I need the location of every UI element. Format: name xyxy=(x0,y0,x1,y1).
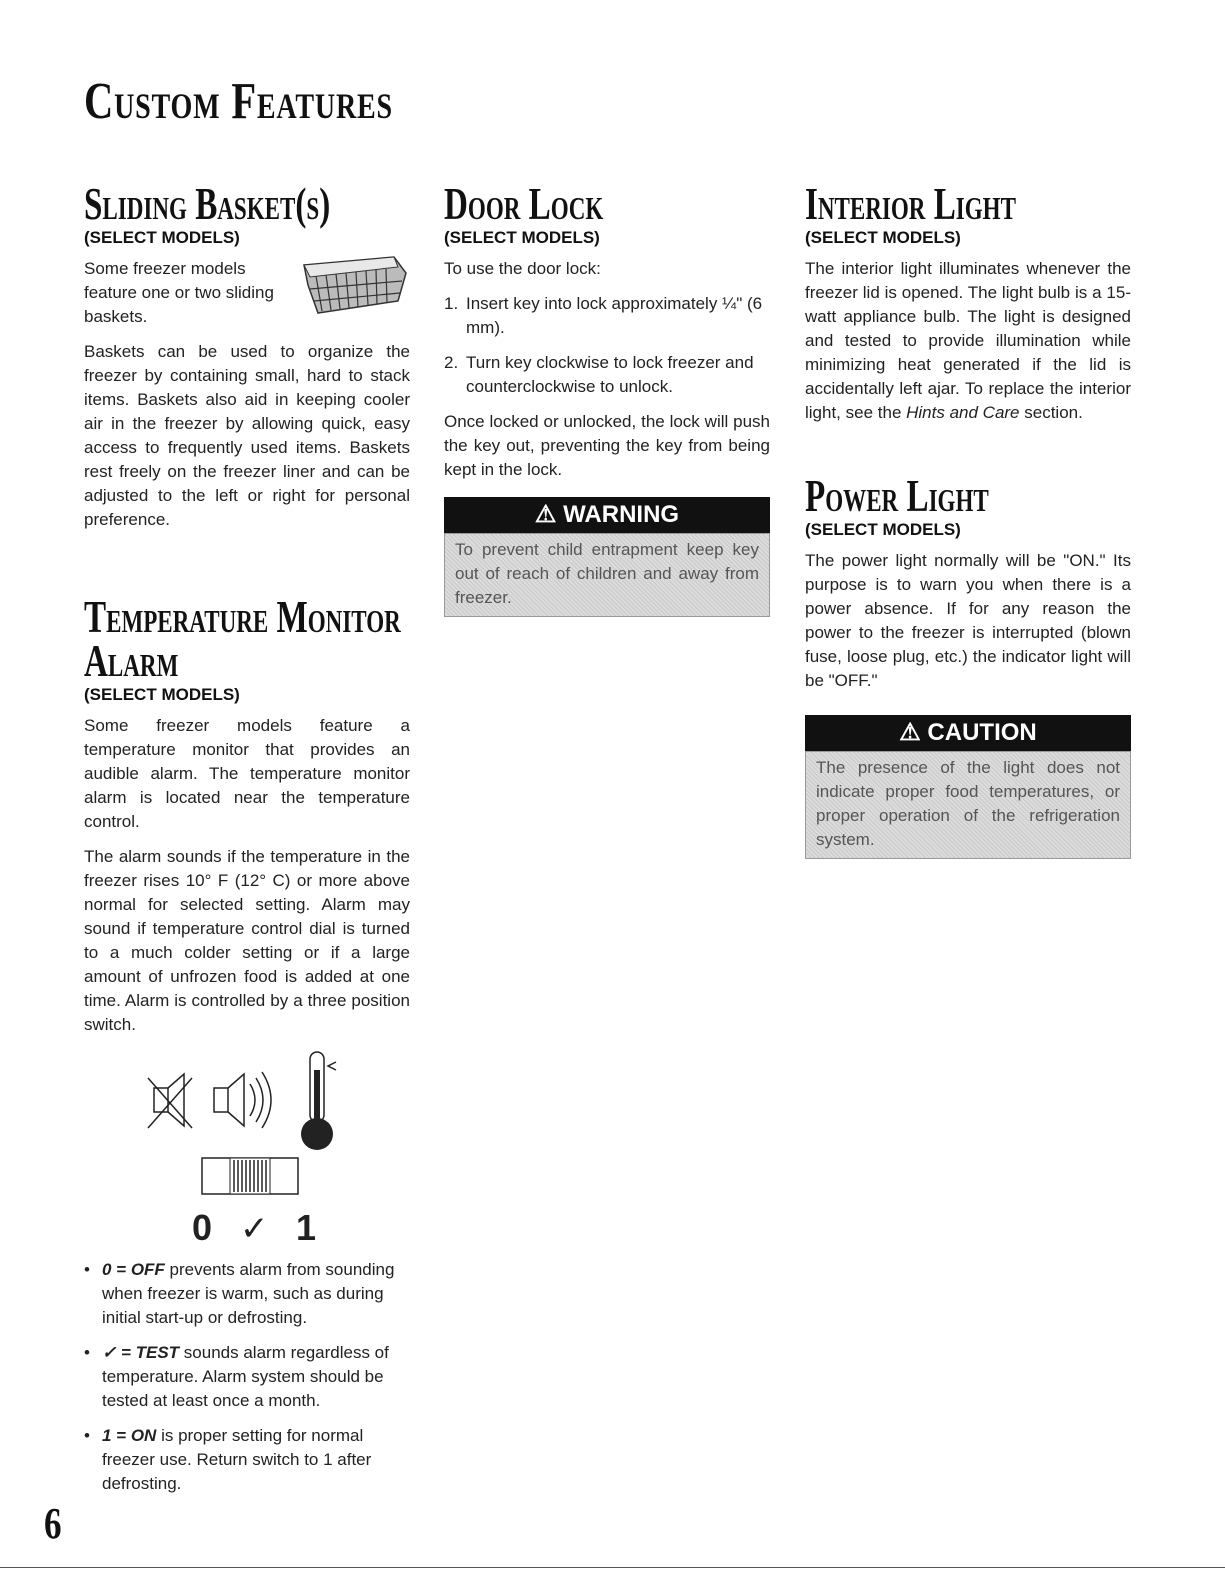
speaker-sound-icon xyxy=(214,1072,271,1128)
power-body: The power light normally will be "ON." Its purpose is to warn you when there is a power absence. If for any reason the power to the freezer is interrupted (blown fuse, loose plug, etc.) the indicator light will be "OFF." xyxy=(805,551,1131,690)
basket-icon xyxy=(298,251,410,317)
column-middle xyxy=(444,178,770,617)
bottom-rule xyxy=(0,1567,1225,1568)
alarm-switch-figure xyxy=(84,1048,410,1248)
door-select-models: (SELECT MODELS) xyxy=(444,228,600,247)
caution-triangle-icon: ⚠ xyxy=(899,719,928,746)
page-title: Custom Features xyxy=(84,73,393,130)
temp-select-models: (SELECT MODELS) xyxy=(84,685,240,704)
hints-and-care-ref: Hints and Care xyxy=(906,403,1020,422)
caution-title: CAUTION xyxy=(927,719,1037,746)
temp-paragraph-2: The alarm sounds if the temperature in the freezer rises 10° F (12° C) or more above normal for selected setting. Alarm may sound if temperature control dial is turned to a much colder setting or if a large amount of unfrozen food is added at one time. Alarm is controlled by a three position switch. xyxy=(84,847,410,1034)
caution-text: The presence of the light does not indicate proper food temperatures, or proper operation of the refrigeration system. xyxy=(805,751,1131,859)
door-step-1 xyxy=(444,292,770,340)
bullet-off-key: 0 = OFF xyxy=(102,1260,165,1279)
switch-label-off: 0 xyxy=(192,1207,213,1248)
door-step-1-text: Insert key into lock approximately ¼" (6 mm). xyxy=(466,294,763,337)
sliding-basket-heading: Sliding Basket(s) xyxy=(84,178,331,229)
switch-label-on: 1 xyxy=(296,1207,317,1248)
interior-select-models: (SELECT MODELS) xyxy=(805,228,961,247)
power-light-heading: Power Light xyxy=(805,470,989,521)
door-after: Once locked or unlocked, the lock will push the key out, preventing the key from being kept in the lock. xyxy=(444,412,770,479)
bullet-off-text: prevents alarm from sounding when freezer is warm, such as during initial start-up or defrosting. xyxy=(102,1260,395,1327)
sliding-body: Baskets can be used to organize the freezer by containing small, hard to stack items. Baskets also aid in keeping cooler air in the freezer by allowing quick, easy access to frequently used items. Baskets rest freely on the freezer liner and can be adjusted to the left or right for personal preference. xyxy=(84,342,410,529)
column-left xyxy=(84,178,410,1507)
door-step-2 xyxy=(444,351,770,399)
basket-intro-row xyxy=(84,257,410,329)
column-right xyxy=(805,178,1131,859)
warning-box xyxy=(444,497,770,617)
door-lock-heading: Door Lock xyxy=(444,178,604,229)
switch-label-test: ✓ xyxy=(240,1209,269,1248)
door-step-2-num: 2. xyxy=(444,353,459,372)
interior-body xyxy=(805,257,1131,425)
warning-header xyxy=(444,497,770,533)
sliding-intro: Some freezer models feature one or two sliding baskets. xyxy=(84,259,274,326)
interior-body-pre: The interior light illuminates whenever the freezer lid is opened. The light bulb is a 15-watt appliance bulb. The light is designed and tested to provide illumination while minimizing heat generated if the lid is accidentally left ajar. To replace the interior light, see the xyxy=(805,259,1131,422)
bullet-test-key: ✓ = TEST xyxy=(102,1343,180,1362)
three-position-switch xyxy=(202,1158,298,1194)
interior-light-heading: Interior Light xyxy=(805,178,1016,229)
temperature-monitor-heading: Temperature Monitor xyxy=(84,591,401,642)
warning-title: WARNING xyxy=(563,501,680,528)
caution-header xyxy=(805,715,1131,751)
bullet-on-text: is proper setting for normal freezer use. Return switch to 1 after defrosting. xyxy=(102,1426,372,1493)
temp-paragraph-1: Some freezer models feature a temperature monitor that provides an audible alarm. The temperature monitor alarm is located near the temperature control. xyxy=(84,716,410,831)
warning-triangle-icon: ⚠ xyxy=(534,501,564,528)
temperature-alarm-heading: Alarm xyxy=(84,635,179,686)
bullet-on-key: 1 = ON xyxy=(102,1426,157,1445)
alarm-switch-diagram xyxy=(84,1048,410,1248)
bullet-test: • ✓ = TEST sounds alarm regardless of temperature. Alarm system should be tested at least once a month. xyxy=(84,1343,389,1410)
sliding-select-models: (SELECT MODELS) xyxy=(84,228,240,247)
bullet-test-text: sounds alarm regardless of temperature. Alarm system should be tested at least once a month. xyxy=(102,1343,389,1410)
door-step-1-num: 1. xyxy=(444,294,459,313)
interior-body-post: section. xyxy=(1019,403,1083,422)
door-step-2-text: Turn key clockwise to lock freezer and counterclockwise to unlock. xyxy=(466,353,754,396)
bullet-off: • 0 = OFF prevents alarm from sounding when freezer is warm, such as during initial start-up or defrosting. xyxy=(84,1260,395,1327)
caution-box xyxy=(805,715,1131,859)
thermometer-icon xyxy=(301,1052,336,1150)
speaker-muted-icon xyxy=(148,1074,192,1128)
power-select-models: (SELECT MODELS) xyxy=(805,520,961,539)
door-intro: To use the door lock: xyxy=(444,259,601,278)
bullet-on: • 1 = ON is proper setting for normal freezer use. Return switch to 1 after defrosting. xyxy=(84,1426,372,1493)
warning-text: To prevent child entrapment keep key out of reach of children and away from freezer. xyxy=(444,533,770,617)
page-number: 6 xyxy=(44,1499,62,1548)
